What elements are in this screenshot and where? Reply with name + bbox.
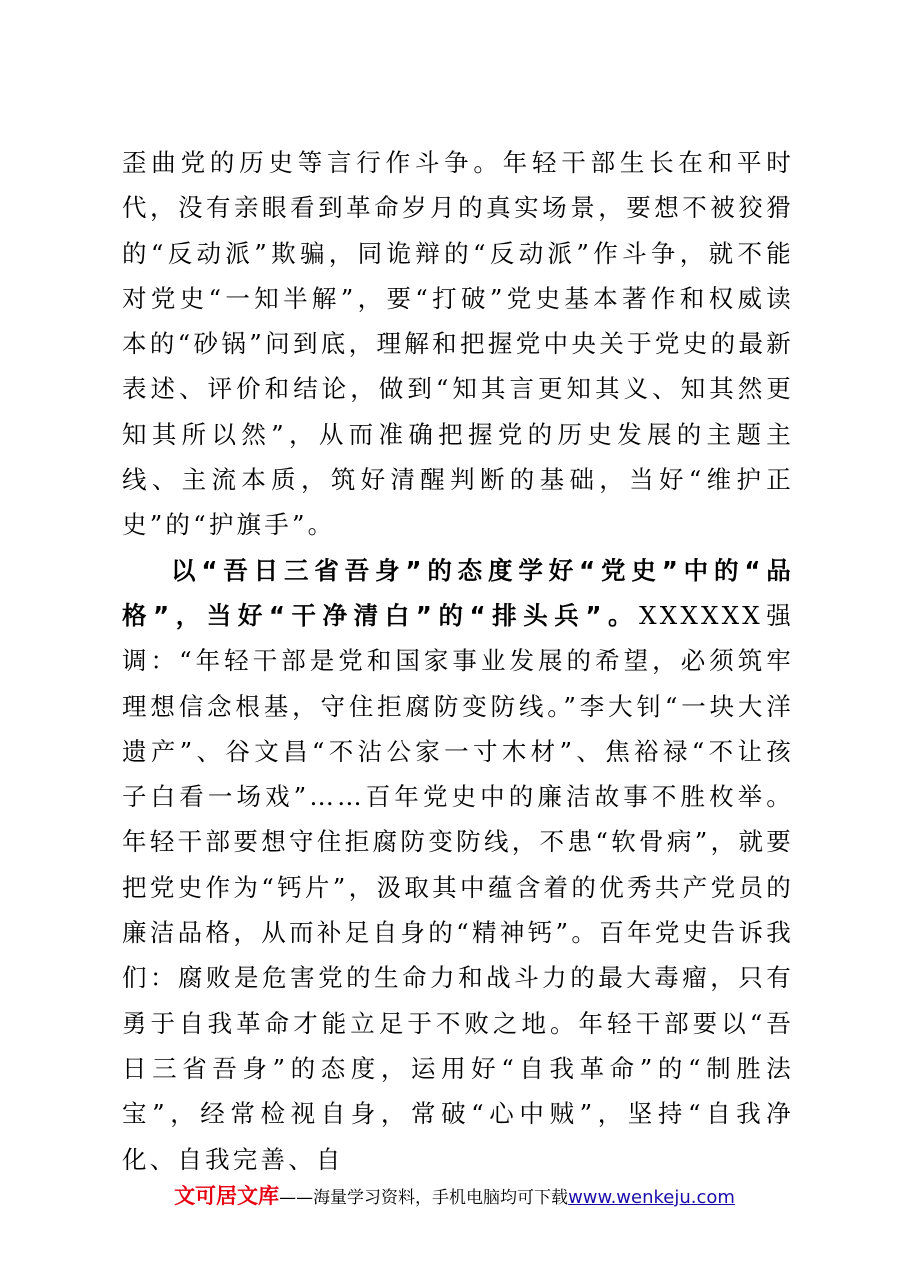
footer-site-link[interactable]: www.wenkeju.com: [568, 1187, 735, 1208]
document-body: [122, 140, 794, 1182]
paragraph-1-text: 歪曲党的历史等言行作斗争。年轻干部生长在和平时代，没有亲眼看到革命岁月的真实场景，要想不被狡猾的“反动派”欺骗，同诡辩的“反动派”作斗争，就不能对党史“一知半解”，要“打破”党史基本著作和权威读本的“砂锅”问到底，理解和把握党中央关于党史的最新表述、评价和结论，做到“知其言更知其义、知其然更知其所以然”，从而准确把握党的历史发展的主题主线、主流本质，筑好清醒判断的基础，当好“维护正史”的“护旗手”。: [122, 148, 794, 540]
footer-banner: [0, 1180, 909, 1210]
paragraph-1: [122, 140, 794, 548]
footer-brand: 文可居文库: [174, 1184, 280, 1208]
footer-tagline: ——海量学习资料，手机电脑均可下载: [279, 1188, 569, 1208]
paragraph-2-text: XXXXXX强调：“年轻干部是党和国家事业发展的希望，必须筑牢理想信念根基，守住拒腐防变防线。”李大钊“一块大洋遗产”、谷文昌“不沾公家一寸木材”、焦裕禄“不让孩子白看一场戏”……百年党史中的廉洁故事不胜枚举。年轻干部要想守住拒腐防变防线，不患“软骨病”，就要把党史作为“钙片”，汲取其中蕴含着的优秀共产党员的廉洁品格，从而补足自身的“精神钙”。百年党史告诉我们：腐败是危害党的生命力和战斗力的最大毒瘤，只有勇于自我革命才能立足于不败之地。年轻干部要以“吾日三省吾身”的态度，运用好“自我革命”的“制胜法宝”，经常检视自身，常破“心中贼”，坚持“自我净化、自我完善、自: [122, 600, 794, 1174]
paragraph-2: [122, 548, 794, 1182]
paragraph-2-heading: 以“吾日三省吾身”的态度学好“党史”中的“品格”，当好“干净清白”的“排头兵”。: [122, 555, 794, 630]
